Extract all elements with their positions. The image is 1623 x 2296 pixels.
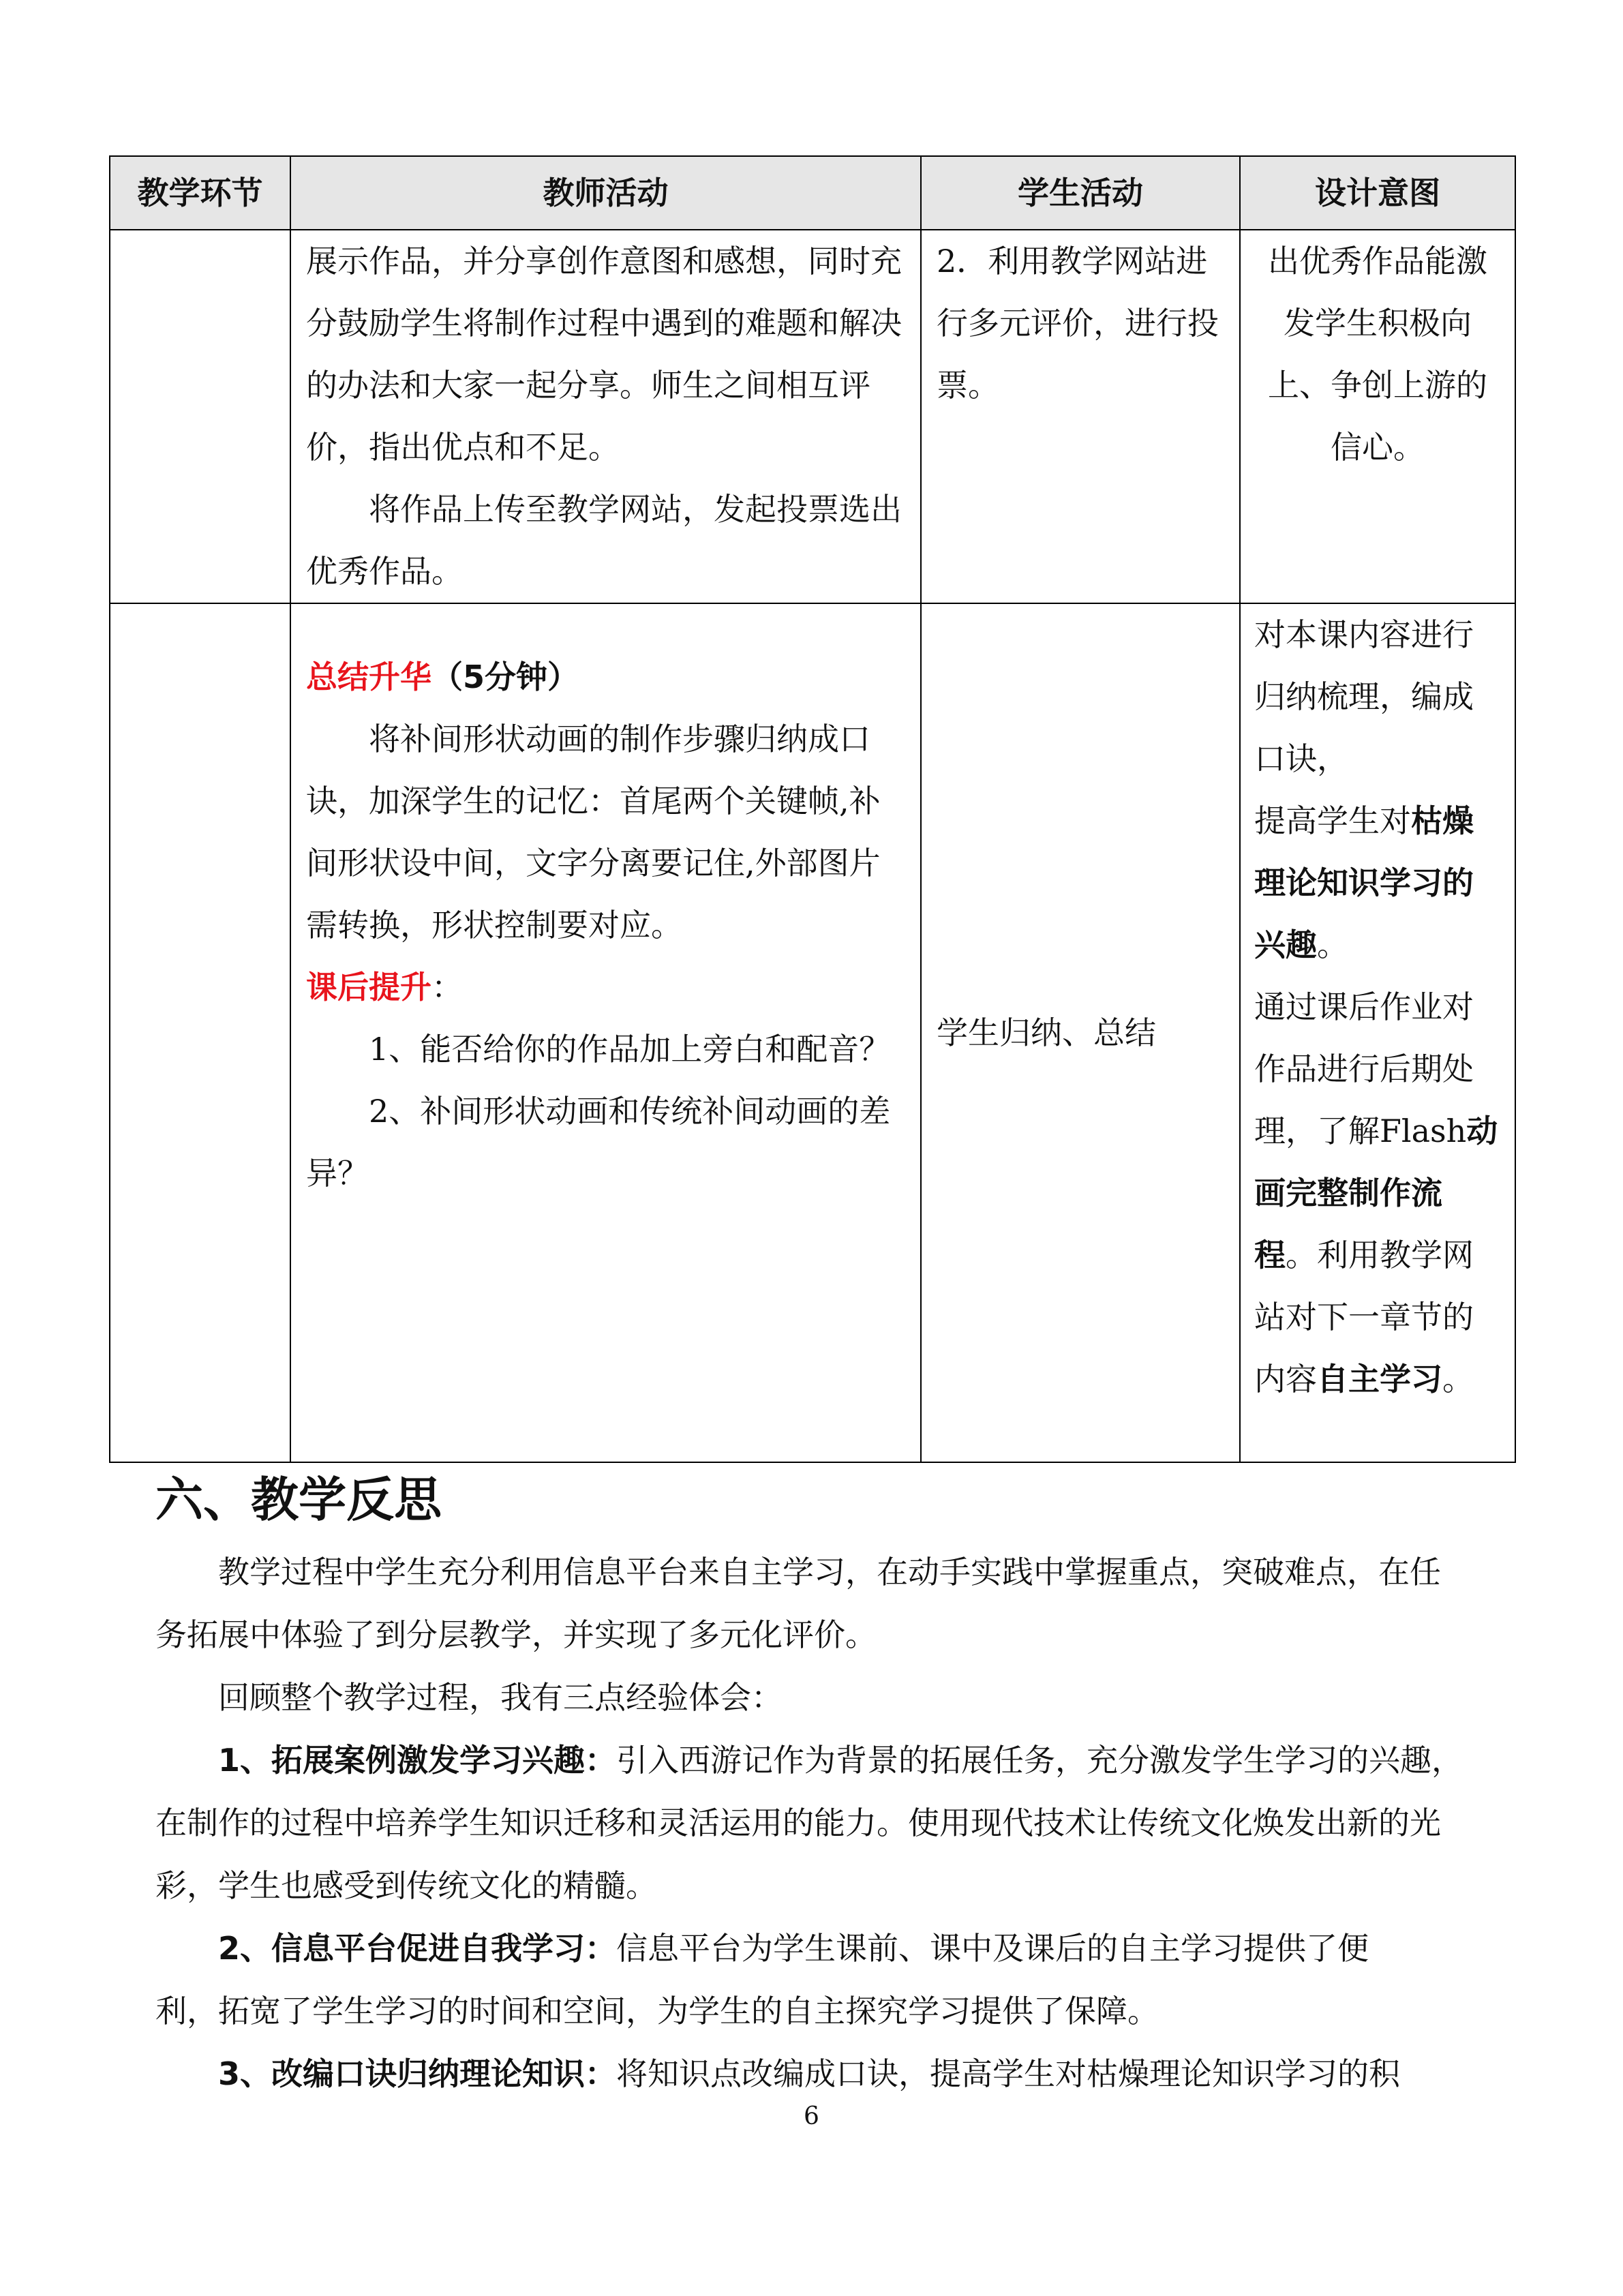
- table-row: [110, 230, 1515, 603]
- student-text: 2．利用教学网站进行多元评价，进行投票。: [937, 243, 1219, 404]
- after-class-heading: [306, 956, 911, 1018]
- design-intent-cell: [1240, 230, 1515, 603]
- paragraph: [155, 1729, 1471, 1917]
- design-text-part: 通过课后作业对作品进行后期处理，了解Flash: [1254, 988, 1474, 1149]
- student-text: 学生归纳、总结: [937, 1014, 1156, 1051]
- point-text: 引入西游记作为背景的拓展任务，充分激发学生学习的兴趣，在制作的过程中培养学生知识迁移和灵活运用的能力。使用现代技术让传统文化焕发出新的光彩，学生也感受到传统文化的精髓。: [155, 1742, 1463, 1904]
- after-class-red: 课后提升: [306, 969, 431, 1006]
- point-heading: 2、信息平台促进自我学习：: [218, 1930, 617, 1967]
- student-activity-cell: [921, 603, 1240, 1462]
- design-text-part: 。: [1317, 926, 1348, 963]
- paragraph-continued: 利，拓宽了学生学习的时间和空间，为学生的自主探究学习提供了保障。: [155, 1993, 1159, 2029]
- table-row: [110, 603, 1515, 1462]
- design-text-part: 。利用教学网站对下一章节的内容: [1254, 1237, 1474, 1398]
- design-text: [1254, 790, 1501, 976]
- point-heading: 1、拓展案例激发学习兴趣：: [218, 1742, 617, 1779]
- teacher-activity-cell: [290, 603, 921, 1462]
- header-teacher-activity: 教师活动: [290, 156, 921, 230]
- page-number: 6: [804, 2102, 819, 2130]
- stage-cell: [110, 230, 290, 603]
- design-emphasis: 枯燥理论知识学习的兴趣: [1254, 802, 1474, 963]
- homework-question: 1、能否给你的作品加上旁白和配音？: [369, 1031, 891, 1068]
- teacher-paragraph: 展示作品，并分享创作意图和感想，同时充分鼓励学生将制作过程中遇到的难题和解决的办法和大家一起分享。师生之间相互评价，指出优点和不足。: [306, 243, 902, 466]
- header-stage: 教学环节: [110, 156, 290, 230]
- stage-cell: [110, 603, 290, 1462]
- design-text: [1254, 976, 1501, 1410]
- teacher-paragraph: 将补间形状动画的制作步骤归纳成口诀，加深学生的记忆：首尾两个关键帧,补间形状设中间，文字分离要记住,外部图片需转换，形状控制要对应。: [306, 721, 881, 943]
- heading-red: 总结升华: [306, 659, 431, 695]
- point-text: 信息平台为学生课前、课中及课后的自主学习提供了便: [616, 1930, 1369, 1967]
- header-design-intent: 设计意图: [1240, 156, 1515, 230]
- heading-duration: （5分钟）: [431, 659, 579, 695]
- design-intent-cell: [1240, 603, 1515, 1462]
- design-text: 对本课内容进行归纳梳理，编成口诀，: [1254, 616, 1474, 777]
- design-emphasis: 自主学习: [1317, 1361, 1442, 1398]
- design-emphasis: 动画完整制作流程: [1254, 1113, 1498, 1273]
- lesson-plan-table: [109, 155, 1516, 1463]
- design-text-part: 。: [1442, 1361, 1474, 1398]
- header-student-activity: 学生活动: [921, 156, 1240, 230]
- design-text: 出优秀作品能激发学生积极向上、争创上游的信心。: [1268, 243, 1487, 466]
- table-header-row: [110, 156, 1515, 230]
- teacher-activity-cell: [290, 230, 921, 603]
- paragraph: [155, 2042, 1471, 2105]
- after-class-colon: ：: [431, 969, 463, 1006]
- student-activity-cell: [921, 230, 1240, 603]
- paragraph: [155, 1917, 1471, 1980]
- section-title: 六、教学反思: [155, 1472, 442, 1528]
- paragraph: 回顾整个教学过程，我有三点经验体会：: [218, 1679, 783, 1716]
- point-heading: 3、改编口诀归纳理论知识：: [218, 2055, 617, 2092]
- point-text: 将知识点改编成口诀，提高学生对枯燥理论知识学习的积: [616, 2055, 1401, 2092]
- design-text-part: 提高学生对: [1254, 802, 1411, 839]
- teacher-paragraph: 将作品上传至教学网站，发起投票选出优秀作品。: [306, 491, 902, 590]
- section-heading: [306, 646, 911, 708]
- paragraph: 教学过程中学生充分利用信息平台来自主学习，在动手实践中掌握重点，突破难点，在任务拓展中体验了到分层教学，并实现了多元化评价。: [155, 1554, 1441, 1653]
- reflection-body: [155, 1541, 1471, 2105]
- homework-question: 2、补间形状动画和传统补间动画的差异？: [306, 1093, 891, 1192]
